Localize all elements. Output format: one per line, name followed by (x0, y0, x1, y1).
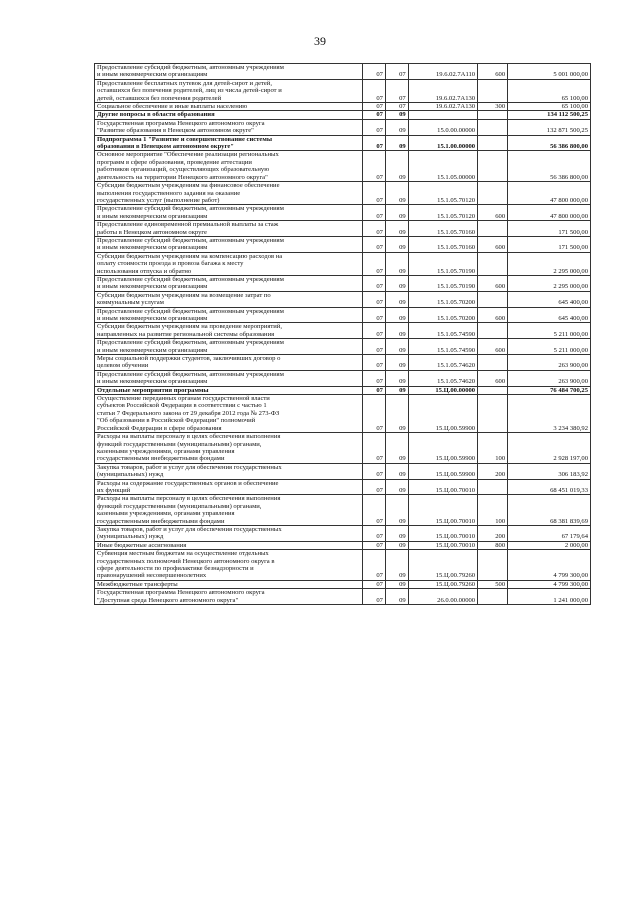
table-row (95, 589, 591, 605)
table-row (95, 221, 591, 237)
row-section-cell: 07 (363, 386, 386, 394)
row-target-code-cell: 15.1.05.70160 (408, 236, 477, 252)
row-section-cell: 07 (363, 119, 386, 135)
table-row (95, 386, 591, 394)
row-expense-type-cell: 600 (478, 64, 508, 80)
row-section-cell: 07 (363, 291, 386, 307)
row-section-cell: 07 (363, 275, 386, 291)
row-expense-type-cell (478, 252, 508, 275)
row-name-cell: Субсидии бюджетным учреждениям на возмещение затрат по коммунальным услугам (95, 291, 363, 307)
row-subsection-cell: 09 (385, 236, 408, 252)
row-expense-type-cell (478, 386, 508, 394)
table-row (95, 580, 591, 588)
table-row (95, 151, 591, 182)
row-section-cell: 07 (363, 307, 386, 323)
budget-table (94, 63, 591, 605)
row-section-cell: 07 (363, 589, 386, 605)
row-target-code-cell: 15.Ц.00.79260 (408, 550, 477, 581)
row-target-code-cell: 26.0.00.00000 (408, 589, 477, 605)
row-expense-type-cell: 300 (478, 103, 508, 111)
row-expense-type-cell: 600 (478, 370, 508, 386)
table-row (95, 550, 591, 581)
row-amount-cell: 5 211 000,00 (508, 339, 591, 355)
row-target-code-cell: 15.Ц.00.59900 (408, 395, 477, 433)
row-target-code-cell: 15.1.05.70120 (408, 205, 477, 221)
row-expense-type-cell: 200 (478, 525, 508, 541)
table-row (95, 307, 591, 323)
row-amount-cell: 47 800 000,00 (508, 182, 591, 205)
row-name-cell: Предоставление бесплатных путевок для детей-сирот и детей, оставшихся без попечения родителей, лиц из числа детей-сирот и детей, оставшихся без попечения родителей (95, 79, 363, 102)
row-expense-type-cell (478, 291, 508, 307)
table-row (95, 182, 591, 205)
table-row (95, 370, 591, 386)
row-name-cell: Государственная программа Ненецкого автономного округа "Развитие образования в Ненецком автономном округе" (95, 119, 363, 135)
table-row (95, 275, 591, 291)
table-row (95, 291, 591, 307)
row-target-code-cell: 15.Ц.00.70010 (408, 541, 477, 549)
table-row (95, 479, 591, 495)
row-target-code-cell: 15.Ц.00.70010 (408, 495, 477, 526)
row-section-cell: 07 (363, 236, 386, 252)
row-section-cell: 07 (363, 182, 386, 205)
row-expense-type-cell: 100 (478, 495, 508, 526)
row-amount-cell: 2 928 197,00 (508, 433, 591, 464)
row-target-code-cell: 15.1.05.74620 (408, 370, 477, 386)
row-amount-cell: 65 100,00 (508, 79, 591, 102)
row-name-cell: Другие вопросы в области образования (95, 111, 363, 119)
row-subsection-cell: 09 (385, 307, 408, 323)
row-expense-type-cell: 800 (478, 541, 508, 549)
row-amount-cell: 56 386 800,00 (508, 151, 591, 182)
row-section-cell: 07 (363, 111, 386, 119)
row-amount-cell: 56 386 800,00 (508, 135, 591, 151)
row-section-cell: 07 (363, 221, 386, 237)
row-amount-cell: 171 500,00 (508, 221, 591, 237)
row-amount-cell: 171 500,00 (508, 236, 591, 252)
row-subsection-cell: 09 (385, 182, 408, 205)
row-amount-cell: 134 112 500,25 (508, 111, 591, 119)
row-amount-cell: 65 100,00 (508, 103, 591, 111)
row-expense-type-cell (478, 221, 508, 237)
row-section-cell: 07 (363, 339, 386, 355)
row-amount-cell: 68 381 839,69 (508, 495, 591, 526)
row-section-cell: 07 (363, 525, 386, 541)
row-name-cell: Предоставление субсидий бюджетным, автономным учреждениям и иным некоммерческим организациям (95, 275, 363, 291)
table-row (95, 355, 591, 371)
row-expense-type-cell: 500 (478, 580, 508, 588)
row-section-cell: 07 (363, 550, 386, 581)
row-name-cell: Предоставление субсидий бюджетным, автономным учреждениям и иным некоммерческим организациям (95, 205, 363, 221)
table-row (95, 495, 591, 526)
row-amount-cell: 76 484 700,25 (508, 386, 591, 394)
table-row (95, 463, 591, 479)
row-expense-type-cell: 600 (478, 275, 508, 291)
row-subsection-cell: 09 (385, 291, 408, 307)
row-expense-type-cell: 600 (478, 236, 508, 252)
row-name-cell: Предоставление субсидий бюджетным, автономным учреждениям и иным некоммерческим организациям (95, 236, 363, 252)
table-row (95, 103, 591, 111)
row-target-code-cell: 15.Ц.00.79260 (408, 580, 477, 588)
row-expense-type-cell (478, 589, 508, 605)
row-amount-cell: 47 800 000,00 (508, 205, 591, 221)
table-row (95, 119, 591, 135)
row-target-code-cell: 19.6.02.7А110 (408, 64, 477, 80)
row-subsection-cell: 09 (385, 323, 408, 339)
row-expense-type-cell (478, 135, 508, 151)
row-section-cell: 07 (363, 64, 386, 80)
row-amount-cell: 263 900,00 (508, 355, 591, 371)
row-section-cell: 07 (363, 135, 386, 151)
row-amount-cell: 263 900,00 (508, 370, 591, 386)
row-expense-type-cell: 200 (478, 463, 508, 479)
row-name-cell: Субсидии бюджетным учреждениям на финансовое обеспечение выполнения государственного задания на оказание государственных услуг (выполнение работ) (95, 182, 363, 205)
row-amount-cell: 5 211 000,00 (508, 323, 591, 339)
row-target-code-cell: 15.Ц.00.70010 (408, 525, 477, 541)
row-section-cell: 07 (363, 252, 386, 275)
row-target-code-cell: 15.Ц.00.59900 (408, 463, 477, 479)
row-name-cell: Основное мероприятие "Обеспечение реализации региональных программ в сфере образования, проведение аттестации работников организаций, осуществляющих образовательную деятельность на территории Ненецкого автономного округа" (95, 151, 363, 182)
row-name-cell: Осуществление переданных органам государственной власти субъектов Российской Федерации в соответствии с частью 1 статьи 7 Федерального закона от 29 декабря 2012 года № 273-ФЗ "Об образовании в Российской Федерации" полномочий Российской Федерации в сфере образования (95, 395, 363, 433)
row-subsection-cell: 09 (385, 370, 408, 386)
row-name-cell: Отдельные мероприятия программы (95, 386, 363, 394)
row-amount-cell: 306 183,92 (508, 463, 591, 479)
row-section-cell: 07 (363, 580, 386, 588)
row-expense-type-cell (478, 182, 508, 205)
row-target-code-cell: 15.Ц.00.70010 (408, 479, 477, 495)
row-subsection-cell: 07 (385, 64, 408, 80)
row-target-code-cell: 15.1.05.74590 (408, 323, 477, 339)
budget-table-body (95, 64, 591, 605)
row-subsection-cell: 09 (385, 275, 408, 291)
row-subsection-cell: 09 (385, 355, 408, 371)
table-row (95, 252, 591, 275)
row-subsection-cell: 09 (385, 151, 408, 182)
row-amount-cell: 2 000,00 (508, 541, 591, 549)
row-amount-cell: 2 295 000,00 (508, 275, 591, 291)
row-name-cell: Расходы на выплаты персоналу в целях обеспечения выполнения функций государственными (муниципальными) органами, казенными учреждениями, органами управления государственными внебюджетными фондами (95, 495, 363, 526)
row-target-code-cell (408, 111, 477, 119)
table-row (95, 541, 591, 549)
row-amount-cell: 132 871 500,25 (508, 119, 591, 135)
row-target-code-cell: 15.Ц.00.59900 (408, 433, 477, 464)
row-target-code-cell: 15.1.05.70120 (408, 182, 477, 205)
row-section-cell: 07 (363, 495, 386, 526)
row-section-cell: 07 (363, 205, 386, 221)
row-name-cell: Меры социальной поддержки студентов, заключивших договор о целевом обучении (95, 355, 363, 371)
row-target-code-cell: 15.0.00.00000 (408, 119, 477, 135)
row-name-cell: Расходы на содержание государственных органов и обеспечение их функций (95, 479, 363, 495)
row-amount-cell: 5 001 000,00 (508, 64, 591, 80)
row-amount-cell: 67 179,64 (508, 525, 591, 541)
row-subsection-cell: 09 (385, 495, 408, 526)
row-name-cell: Расходы на выплаты персоналу в целях обеспечения выполнения функций государственными (муниципальными) органами, казенными учреждениями, органами управления государственными внебюджетными фондами (95, 433, 363, 464)
table-row (95, 433, 591, 464)
table-row (95, 236, 591, 252)
row-subsection-cell: 09 (385, 525, 408, 541)
row-section-cell: 07 (363, 463, 386, 479)
row-subsection-cell: 09 (385, 541, 408, 549)
row-subsection-cell: 09 (385, 205, 408, 221)
row-amount-cell: 645 400,00 (508, 291, 591, 307)
row-subsection-cell: 09 (385, 111, 408, 119)
row-subsection-cell: 09 (385, 479, 408, 495)
row-subsection-cell: 09 (385, 252, 408, 275)
page-number: 39 (314, 34, 326, 48)
table-row (95, 323, 591, 339)
row-expense-type-cell: 100 (478, 433, 508, 464)
row-name-cell: Межбюджетные трансферты (95, 580, 363, 588)
table-row (95, 64, 591, 80)
row-subsection-cell: 09 (385, 221, 408, 237)
row-name-cell: Предоставление субсидий бюджетным, автономным учреждениям и иным некоммерческим организациям (95, 307, 363, 323)
row-name-cell: Предоставление единовременной премиальной выплаты за стаж работы в Ненецком автономном округе (95, 221, 363, 237)
row-subsection-cell: 07 (385, 79, 408, 102)
row-name-cell: Подпрограмма 1 "Развитие и совершенствование системы образования в Ненецком автономном округе" (95, 135, 363, 151)
row-target-code-cell: 15.1.05.74590 (408, 339, 477, 355)
row-expense-type-cell (478, 151, 508, 182)
row-subsection-cell: 09 (385, 550, 408, 581)
row-name-cell: Предоставление субсидий бюджетным, автономным учреждениям и иным некоммерческим организациям (95, 64, 363, 80)
row-section-cell: 07 (363, 370, 386, 386)
row-name-cell: Субсидии бюджетным учреждениям на компенсацию расходов на оплату стоимости проезда и провоза багажа к месту использования отпуска и обратно (95, 252, 363, 275)
row-amount-cell: 3 234 380,92 (508, 395, 591, 433)
row-section-cell: 07 (363, 541, 386, 549)
row-subsection-cell: 09 (385, 433, 408, 464)
row-name-cell: Закупка товаров, работ и услуг для обеспечения государственных (муниципальных) нужд (95, 463, 363, 479)
row-subsection-cell: 09 (385, 395, 408, 433)
row-section-cell: 07 (363, 79, 386, 102)
table-row (95, 339, 591, 355)
row-name-cell: Иные бюджетные ассигнования (95, 541, 363, 549)
row-expense-type-cell: 600 (478, 339, 508, 355)
row-target-code-cell: 15.1.00.00000 (408, 135, 477, 151)
row-target-code-cell: 19.6.02.7А130 (408, 103, 477, 111)
row-expense-type-cell (478, 111, 508, 119)
row-name-cell: Предоставление субсидий бюджетным, автономным учреждениям и иным некоммерческим организациям (95, 370, 363, 386)
row-subsection-cell: 09 (385, 339, 408, 355)
row-name-cell: Субвенция местным бюджетам на осуществление отдельных государственных полномочий Ненецкого автономного округа в сфере деятельности по профилактике безнадзорности и правонарушений несовершеннолетних (95, 550, 363, 581)
row-amount-cell: 4 799 300,00 (508, 580, 591, 588)
row-name-cell: Социальное обеспечение и иные выплаты населению (95, 103, 363, 111)
row-expense-type-cell (478, 550, 508, 581)
row-section-cell: 07 (363, 479, 386, 495)
row-target-code-cell: 15.Ц.00.00000 (408, 386, 477, 394)
table-row (95, 525, 591, 541)
row-section-cell: 07 (363, 323, 386, 339)
row-target-code-cell: 15.1.05.70190 (408, 252, 477, 275)
row-target-code-cell: 15.1.05.70200 (408, 291, 477, 307)
row-target-code-cell: 15.1.05.74620 (408, 355, 477, 371)
table-row (95, 111, 591, 119)
row-subsection-cell: 07 (385, 103, 408, 111)
row-subsection-cell: 09 (385, 135, 408, 151)
row-target-code-cell: 15.1.05.70200 (408, 307, 477, 323)
row-amount-cell: 645 400,00 (508, 307, 591, 323)
row-section-cell: 07 (363, 433, 386, 464)
row-expense-type-cell (478, 323, 508, 339)
row-subsection-cell: 09 (385, 580, 408, 588)
row-subsection-cell: 09 (385, 386, 408, 394)
row-section-cell: 07 (363, 355, 386, 371)
row-amount-cell: 68 451 019,33 (508, 479, 591, 495)
table-row (95, 395, 591, 433)
row-expense-type-cell (478, 395, 508, 433)
table-row (95, 79, 591, 102)
row-section-cell: 07 (363, 151, 386, 182)
row-subsection-cell: 09 (385, 463, 408, 479)
row-expense-type-cell (478, 355, 508, 371)
table-row (95, 135, 591, 151)
row-section-cell: 07 (363, 103, 386, 111)
table-row (95, 205, 591, 221)
row-name-cell: Государственная программа Ненецкого автономного округа "Доступная среда Ненецкого автономного округа" (95, 589, 363, 605)
row-expense-type-cell (478, 119, 508, 135)
row-target-code-cell: 19.6.02.7А130 (408, 79, 477, 102)
row-expense-type-cell (478, 479, 508, 495)
row-target-code-cell: 15.1.05.70160 (408, 221, 477, 237)
row-subsection-cell: 09 (385, 119, 408, 135)
row-target-code-cell: 15.1.05.70190 (408, 275, 477, 291)
row-expense-type-cell: 600 (478, 205, 508, 221)
row-amount-cell: 1 241 000,00 (508, 589, 591, 605)
row-target-code-cell: 15.1.05.00000 (408, 151, 477, 182)
row-section-cell: 07 (363, 395, 386, 433)
row-expense-type-cell: 600 (478, 307, 508, 323)
row-subsection-cell: 09 (385, 589, 408, 605)
row-name-cell: Предоставление субсидий бюджетным, автономным учреждениям и иным некоммерческим организациям (95, 339, 363, 355)
row-name-cell: Субсидии бюджетным учреждениям на проведение мероприятий, направленных на развитие региональной системы образования (95, 323, 363, 339)
row-amount-cell: 2 295 000,00 (508, 252, 591, 275)
row-expense-type-cell (478, 79, 508, 102)
row-amount-cell: 4 799 300,00 (508, 550, 591, 581)
row-name-cell: Закупка товаров, работ и услуг для обеспечения государственных (муниципальных) нужд (95, 525, 363, 541)
